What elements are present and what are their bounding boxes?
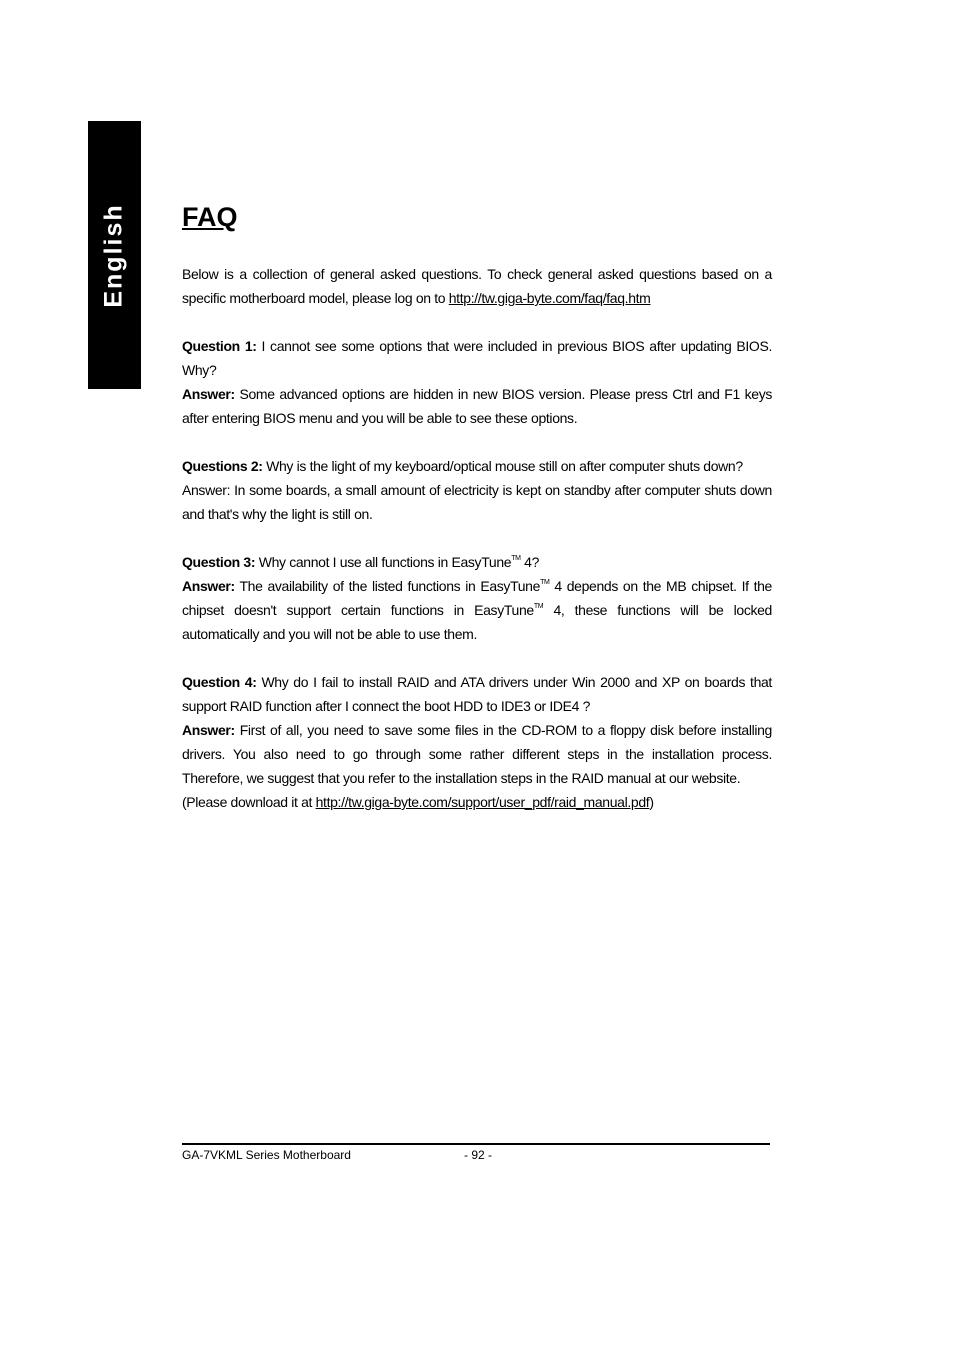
language-tab (88, 121, 141, 389)
footer-model: GA-7VKML Series Motherboard (182, 1148, 351, 1162)
page-title: FAQ (182, 202, 238, 232)
answer-1 (182, 382, 772, 430)
trademark-mark: TM (511, 555, 521, 562)
question-4-label: Question 4: (182, 674, 257, 690)
question-1-label: Question 1: (182, 338, 257, 354)
question-1 (182, 334, 772, 382)
answer-3-label: Answer: (182, 578, 235, 594)
language-tab-label: English (100, 202, 129, 308)
answer-4 (182, 718, 772, 790)
question-2-text: Why is the light of my keyboard/optical mouse still on after computer shuts down? (262, 458, 743, 474)
answer-4-text: First of all, you need to save some files in the CD-ROM to a floppy disk before installing drivers. You also need to go through some rather different steps in the installation process. Therefore, we suggest that you refer to the installation steps in the RAID manual at our website. (182, 722, 772, 786)
faq-content (182, 200, 772, 814)
intro-text: Below is a collection of general asked questions. To check general asked questions based on a specific motherboard model, please log on to (182, 266, 772, 306)
footer-page-number: - 92 - (464, 1148, 493, 1162)
faq-link[interactable]: http://tw.giga-byte.com/faq/faq.htm (448, 290, 651, 306)
question-3-text-b: 4? (520, 554, 540, 570)
question-3-text-a: Why cannot I use all functions in EasyTune (255, 554, 512, 570)
answer-3-text-c: 4, these functions will be locked automatically and you will not be able to use them. (182, 602, 772, 642)
raid-manual-link[interactable]: http://tw.giga-byte.com/support/user_pdf/raid_manual.pdf (315, 794, 650, 810)
answer-3 (182, 574, 772, 646)
trademark-mark: TM (540, 579, 550, 586)
download-note (182, 790, 772, 814)
intro-paragraph (182, 262, 772, 310)
answer-1-text: Some advanced options are hidden in new BIOS version. Please press Ctrl and F1 keys after entering BIOS menu and you will be able to see these options. (182, 386, 772, 426)
question-2-label: Questions 2: (182, 458, 263, 474)
answer-1-label: Answer: (182, 386, 235, 402)
question-4 (182, 670, 772, 718)
download-suffix: ) (649, 794, 654, 810)
question-3 (182, 550, 772, 574)
answer-3-text-a: The availability of the listed functions in EasyTune (234, 578, 541, 594)
question-2 (182, 454, 772, 478)
answer-2 (182, 478, 772, 526)
page-footer (182, 1143, 770, 1162)
download-prefix: (Please download it at (182, 794, 316, 810)
answer-3-text-b: 4 depends on the MB chipset. If the chipset doesn't support certain functions in EasyTune (182, 578, 772, 618)
trademark-mark: TM (533, 603, 544, 610)
question-3-label: Question 3: (182, 554, 256, 570)
question-1-text: I cannot see some options that were included in previous BIOS after updating BIOS. Why? (182, 338, 772, 378)
answer-2-text: Answer: In some boards, a small amount of electricity is kept on standby after computer shuts down and that's why the light is still on. (182, 482, 772, 522)
question-4-text: Why do I fail to install RAID and ATA drivers under Win 2000 and XP on boards that support RAID function after I connect the boot HDD to IDE3 or IDE4 ? (182, 674, 772, 714)
answer-4-label: Answer: (182, 722, 235, 738)
